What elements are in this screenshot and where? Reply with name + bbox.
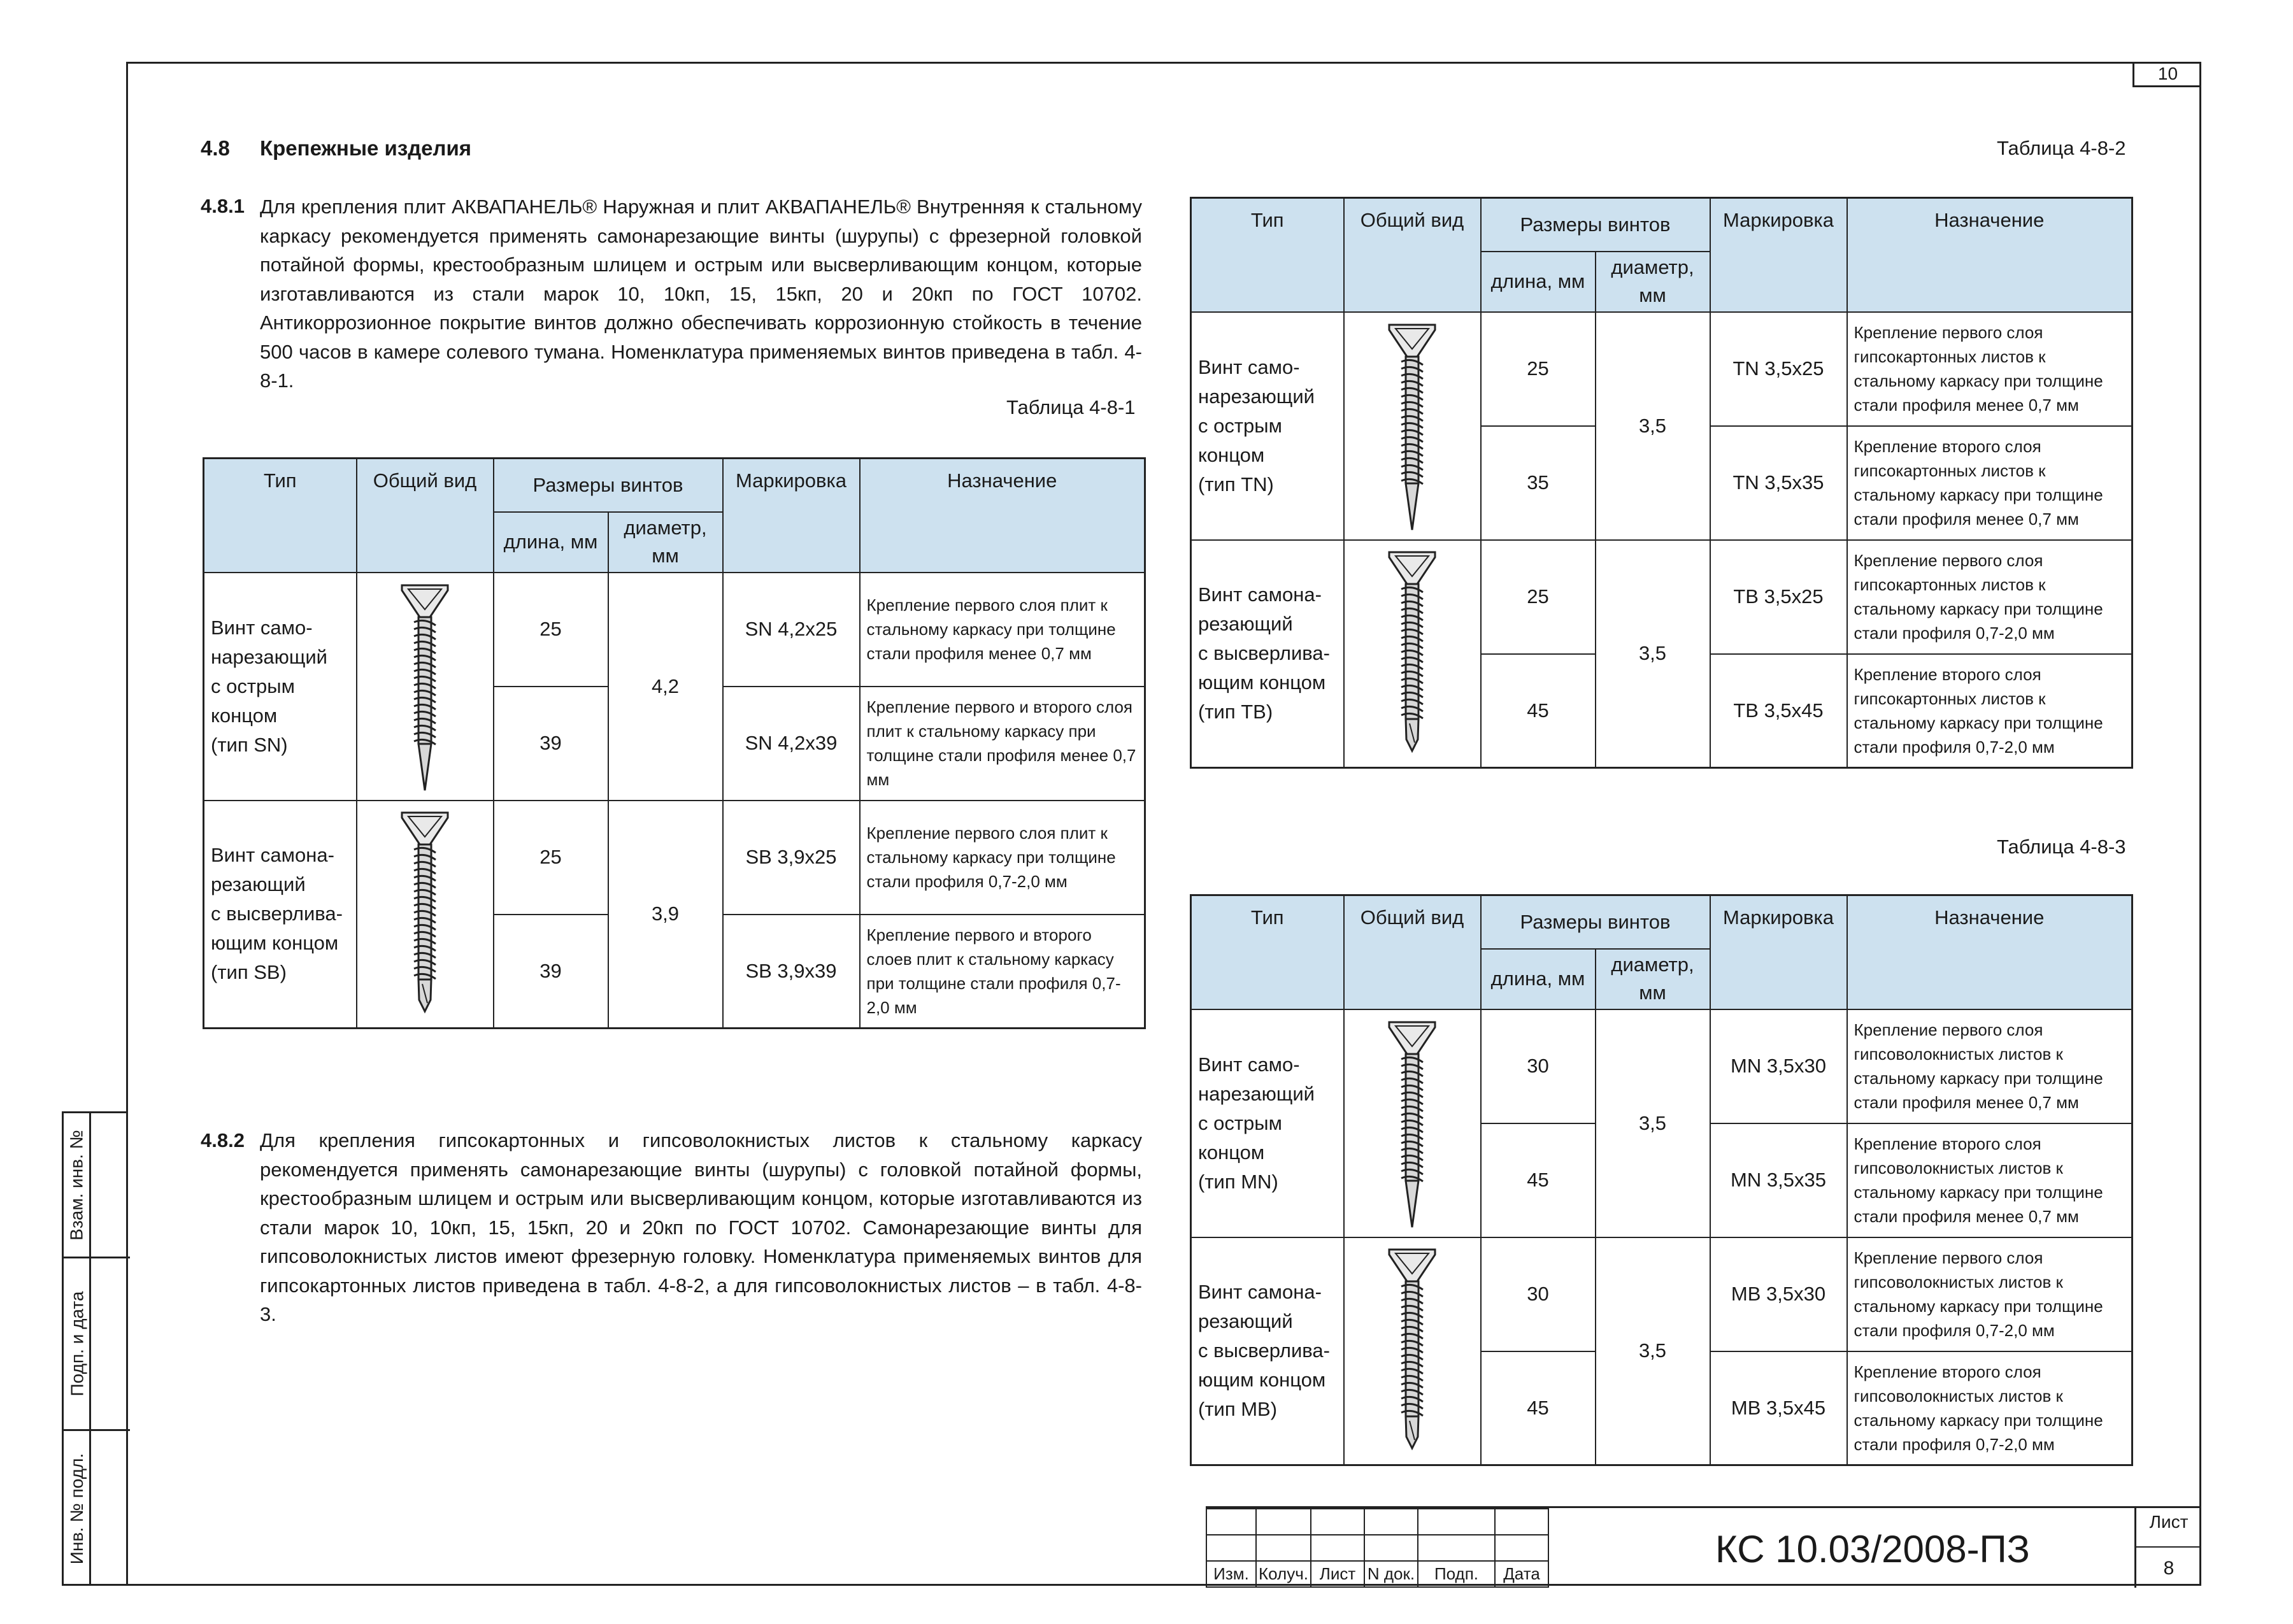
sheet-box (2134, 1508, 2201, 1588)
screw-marking: TB 3,5x45 (1710, 654, 1847, 768)
screw-purpose: Крепление первого слоя гипсоволокнистых листов к стальному каркасу при толщине стали профиля 0,7-2,0 мм (1847, 1237, 2132, 1351)
screw-table-4-8-3 (1190, 894, 2133, 1466)
sheet-label: Лист (2149, 1512, 2189, 1532)
screw-length: 45 (1481, 1351, 1596, 1465)
header-length: длина, мм (494, 512, 608, 573)
header-sizes: Размеры винтов (494, 459, 723, 512)
section-number: 4.8 (201, 136, 230, 160)
revision-grid (1206, 1508, 1549, 1588)
drill-point-screw-icon (357, 809, 493, 1019)
screw-length: 25 (1481, 540, 1596, 654)
screw-marking: SN 4,2x39 (723, 687, 860, 801)
stamp-col-qty: Колуч. (1256, 1561, 1311, 1587)
header-length: длина, мм (1481, 949, 1596, 1009)
screw-length: 30 (1481, 1009, 1596, 1123)
header-sizes: Размеры винтов (1481, 198, 1710, 252)
screw-table-4-8-1 (203, 457, 1146, 1029)
side-label-replace-inv: Взам. инв. № (67, 1129, 87, 1241)
drill-point-screw-icon (1345, 548, 1480, 759)
screw-purpose: Крепление первого слоя гипсокартонных листов к стальному каркасу при толщине стали профиля менее 0,7 мм (1847, 312, 2132, 426)
screw-diameter: 3,5 (1596, 312, 1710, 540)
paragraph-4-8-1: Для крепления плит АКВАПАНЕЛЬ® Наружная и плит АКВАПАНЕЛЬ® Внутренняя к стальному каркасу рекомендуется применять самонарезающие винты (шурупы) с фрезерной головкой потайной формы, крестообразным шлицем и острым или высверливающим концом, которые изготавливаются из стали марок 10, 10кп, 15, 15кп, 20 и 20кп по ГОСТ 10702. Антикоррозионное покрытие винтов должно обеспечивать коррозионную стойкость в течение 500 часов в камере солевого тумана. Номенклатура применяемых винтов приведена в табл. 4-8-1. (260, 196, 1142, 392)
stamp-col-sign: Подп. (1418, 1561, 1495, 1587)
paragraph-4-8-2: Для крепления гипсокартонных и гипсоволокнистых листов к стальному каркасу рекомендуется применять самонарезающие винты (шурупы) с головкой потайной формы, крестообразным шлицем и острым или высверливающим концом, которые изготавливаются из стали марок 10, 10кп, 15, 15кп, 20 и 20кп по ГОСТ 10702. Самонарезающие винты для гипсоволокнистых листов имеют фрезерную головку. Номенклатура применяемых винтов для гипсокартонных листов приведена в табл. 4-8-2, а для гипсоволокнистых листов – в табл. 4-8-3. (260, 1129, 1142, 1325)
screw-view (1344, 312, 1481, 540)
screw-diameter: 3,5 (1596, 540, 1710, 768)
screw-diameter: 3,5 (1596, 1237, 1710, 1465)
sheet-divider (2136, 1546, 2201, 1548)
paragraph-number: 4.8.1 (201, 195, 245, 217)
table-row (1191, 1009, 2132, 1123)
screw-diameter: 3,9 (608, 801, 723, 1029)
stamp-col-change: Изм. (1206, 1561, 1256, 1587)
page-number-top: 10 (2132, 62, 2201, 87)
screw-purpose: Крепление первого слоя плит к стальному каркасу при толщине стали профиля 0,7-2,0 мм (860, 801, 1145, 915)
screw-type: Винт самона- резающий с высверлива- ющим концом (тип TB) (1191, 540, 1344, 768)
screw-table-4-8-2 (1190, 197, 2133, 769)
screw-view (1344, 1237, 1481, 1465)
screw-marking: MB 3,5x45 (1710, 1351, 1847, 1465)
stamp-col-doc: N док. (1364, 1561, 1418, 1587)
screw-type: Винт само- нарезающий с острым концом (тип TN) (1191, 312, 1344, 540)
screw-purpose: Крепление первого слоя плит к стальному каркасу при толщине стали профиля менее 0,7 мм (860, 573, 1145, 687)
sharp-point-screw-icon (1345, 321, 1480, 531)
header-marking: Маркировка (1710, 895, 1847, 1009)
screw-length: 25 (1481, 312, 1596, 426)
sharp-point-screw-icon (1345, 1018, 1480, 1229)
table-row (1191, 540, 2132, 654)
screw-view (1344, 540, 1481, 768)
header-view: Общий вид (1344, 198, 1481, 312)
stamp-col-sheet: Лист (1311, 1561, 1364, 1587)
screw-length: 39 (494, 687, 608, 801)
header-type: Тип (204, 459, 357, 573)
header-purpose: Назначение (860, 459, 1145, 573)
screw-marking: MB 3,5x30 (1710, 1237, 1847, 1351)
screw-marking: SB 3,9x25 (723, 801, 860, 915)
screw-length: 45 (1481, 654, 1596, 768)
screw-view (357, 801, 494, 1029)
screw-diameter: 3,5 (1596, 1009, 1710, 1237)
header-purpose: Назначение (1847, 198, 2132, 312)
table-caption: Таблица 4-8-1 (1006, 396, 1136, 418)
table-row (1191, 1237, 2132, 1351)
header-row (204, 459, 1145, 512)
table-row (204, 573, 1145, 687)
screw-purpose: Крепление второго слоя гипсоволокнистых листов к стальному каркасу при толщине стали профиля менее 0,7 мм (1847, 1123, 2132, 1237)
screw-length: 30 (1481, 1237, 1596, 1351)
screw-marking: MN 3,5x30 (1710, 1009, 1847, 1123)
header-type: Тип (1191, 198, 1344, 312)
drill-point-screw-icon (1345, 1246, 1480, 1456)
screw-type: Винт самона- резающий с высверлива- ющим концом (тип MB) (1191, 1237, 1344, 1465)
screw-length: 25 (494, 573, 608, 687)
header-row (1191, 895, 2132, 949)
screw-marking: SN 4,2x25 (723, 573, 860, 687)
side-label-sign-date: Подп. и дата (67, 1291, 87, 1397)
header-row (1191, 198, 2132, 252)
table-row (1191, 312, 2132, 426)
side-label-inv-original: Инв. № подл. (67, 1453, 87, 1564)
screw-marking: TN 3,5x35 (1710, 426, 1847, 540)
header-marking: Маркировка (723, 459, 860, 573)
screw-length: 45 (1481, 1123, 1596, 1237)
header-diameter: диаметр, мм (1596, 949, 1710, 1009)
paragraph-number: 4.8.2 (201, 1129, 245, 1151)
screw-purpose: Крепление второго слоя гипсоволокнистых листов к стальному каркасу при толщине стали профиля 0,7-2,0 мм (1847, 1351, 2132, 1465)
header-sizes: Размеры винтов (1481, 895, 1710, 949)
screw-length: 35 (1481, 426, 1596, 540)
screw-marking: SB 3,9x39 (723, 915, 860, 1029)
table-row (204, 801, 1145, 915)
header-view: Общий вид (1344, 895, 1481, 1009)
table-caption: Таблица 4-8-2 (1997, 137, 2126, 159)
screw-diameter: 4,2 (608, 573, 723, 801)
header-diameter: диаметр, мм (1596, 252, 1710, 312)
side-strip-divider (89, 1113, 91, 1584)
header-purpose: Назначение (1847, 895, 2132, 1009)
header-diameter: диаметр, мм (608, 512, 723, 573)
screw-purpose: Крепление первого слоя гипсокартонных листов к стальному каркасу при толщине стали профиля 0,7-2,0 мм (1847, 540, 2132, 654)
screw-type: Винт само- нарезающий с острым концом (тип SN) (204, 573, 357, 801)
screw-marking: TN 3,5x25 (1710, 312, 1847, 426)
screw-type: Винт само- нарезающий с острым концом (тип MN) (1191, 1009, 1344, 1237)
title-block (1206, 1506, 2201, 1586)
header-type: Тип (1191, 895, 1344, 1009)
document-code: КС 10.03/2008-ПЗ (1715, 1528, 2030, 1571)
screw-marking: TB 3,5x25 (1710, 540, 1847, 654)
stamp-col-date: Дата (1495, 1561, 1548, 1587)
table-caption: Таблица 4-8-3 (1997, 836, 2126, 858)
section-title: Крепежные изделия (260, 136, 472, 160)
side-strip (62, 1111, 128, 1586)
header-length: длина, мм (1481, 252, 1596, 312)
sharp-point-screw-icon (357, 581, 493, 792)
screw-view (1344, 1009, 1481, 1237)
screw-length: 39 (494, 915, 608, 1029)
screw-purpose: Крепление первого слоя гипсоволокнистых листов к стальному каркасу при толщине стали профиля менее 0,7 мм (1847, 1009, 2132, 1123)
screw-purpose: Крепление второго слоя гипсокартонных листов к стальному каркасу при толщине стали профиля 0,7-2,0 мм (1847, 654, 2132, 768)
screw-length: 25 (494, 801, 608, 915)
sheet-number: 8 (2163, 1558, 2175, 1579)
screw-type: Винт самона- резающий с высверлива- ющим концом (тип SB) (204, 801, 357, 1029)
header-marking: Маркировка (1710, 198, 1847, 312)
screw-purpose: Крепление второго слоя гипсокартонных листов к стальному каркасу при толщине стали профиля менее 0,7 мм (1847, 426, 2132, 540)
screw-view (357, 573, 494, 801)
screw-purpose: Крепление первого и второго слоев плит к стальному каркасу при толщине стали профиля 0,7-2,0 мм (860, 915, 1145, 1029)
screw-marking: MN 3,5x35 (1710, 1123, 1847, 1237)
header-view: Общий вид (357, 459, 494, 573)
screw-purpose: Крепление первого и второго слоя плит к стальному каркасу при толщине стали профиля менее 0,7 мм (860, 687, 1145, 801)
